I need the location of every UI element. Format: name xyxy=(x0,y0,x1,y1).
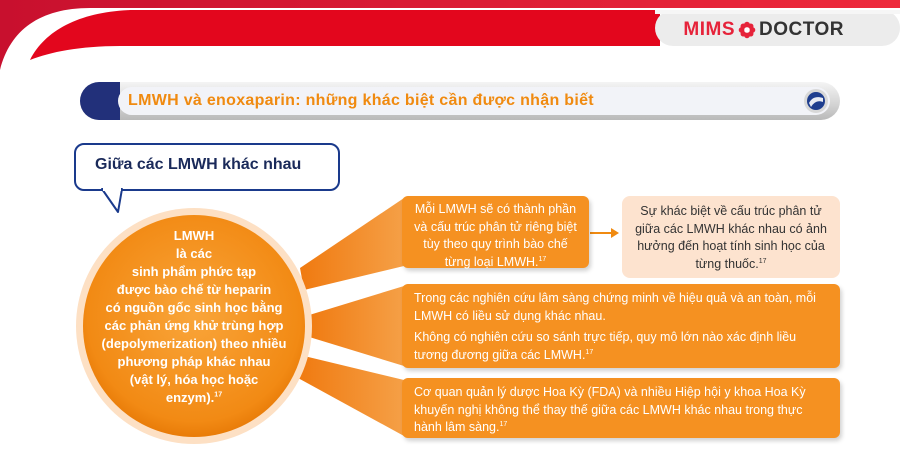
info-box-text: Cơ quan quản lý dược Hoa Kỳ (FDA) và nhiều Hiệp hội y khoa Hoa Kỳ khuyến nghị không thể thay thế giữa các LMWH khác nhau trong thực hành lâm sàng. xyxy=(414,385,806,434)
circle-line: (depolymerization) theo nhiều xyxy=(101,336,287,351)
info-box-clinical-studies xyxy=(402,284,840,368)
arrow-right-icon xyxy=(590,228,619,238)
reference-sup: 17 xyxy=(538,255,547,263)
callout-text: Giữa các LMWH khác nhau xyxy=(95,156,302,173)
circle-line: phương pháp khác nhau xyxy=(117,354,271,369)
connector-top xyxy=(300,198,404,290)
info-box-composition xyxy=(402,196,589,268)
info-box-fda xyxy=(402,378,840,438)
info-box-paragraph-2 xyxy=(414,329,828,364)
brand-doctor-text: DOCTOR xyxy=(759,19,844,40)
info-box-bioactivity xyxy=(622,196,840,278)
connector-middle xyxy=(306,286,404,366)
page-title: LMWH và enoxaparin: những khác biệt cần được nhận biết xyxy=(128,92,594,109)
brand-mims-text: MIMS xyxy=(683,19,736,40)
circle-line: sinh phẩm phức tạp xyxy=(131,264,257,279)
circle-line: enzym). xyxy=(165,390,215,405)
circle-line: là các xyxy=(175,246,213,261)
circle-line: LMWH xyxy=(173,228,215,243)
reference-sup: 17 xyxy=(585,348,594,356)
info-box-text: Mỗi LMWH sẽ có thành phần và cấu trúc phân tử riêng biệt tùy theo quy trình bào chế từng loại LMWH. xyxy=(414,202,577,269)
info-box-text: Không có nghiên cứu so sánh trực tiếp, quy mô lớn nào xác định liều tương đương giữa các LMWH. xyxy=(414,330,797,362)
circle-line-last xyxy=(79,389,309,407)
reference-sup: 17 xyxy=(214,391,223,399)
info-box-paragraph: Trong các nghiên cứu lâm sàng chứng minh về hiệu quả và an toàn, mỗi LMWH có liều sử dụng khác nhau. xyxy=(414,291,816,323)
circle-text xyxy=(79,227,309,407)
circle-line: có nguồn gốc sinh học bằng xyxy=(105,300,283,315)
circle-line: (vật lý, hóa học hoặc xyxy=(129,372,259,387)
circle-line: được bào chế từ heparin xyxy=(116,282,272,297)
circle-line: các phản ứng khử trùng hợp xyxy=(104,318,284,333)
info-box-text: Sự khác biệt về cấu trúc phân tử giữa các LMWH khác nhau có ảnh hưởng đến hoạt tính sinh học của từng thuốc. xyxy=(635,204,827,271)
reference-sup: 17 xyxy=(758,257,767,265)
reference-sup: 17 xyxy=(499,420,508,428)
